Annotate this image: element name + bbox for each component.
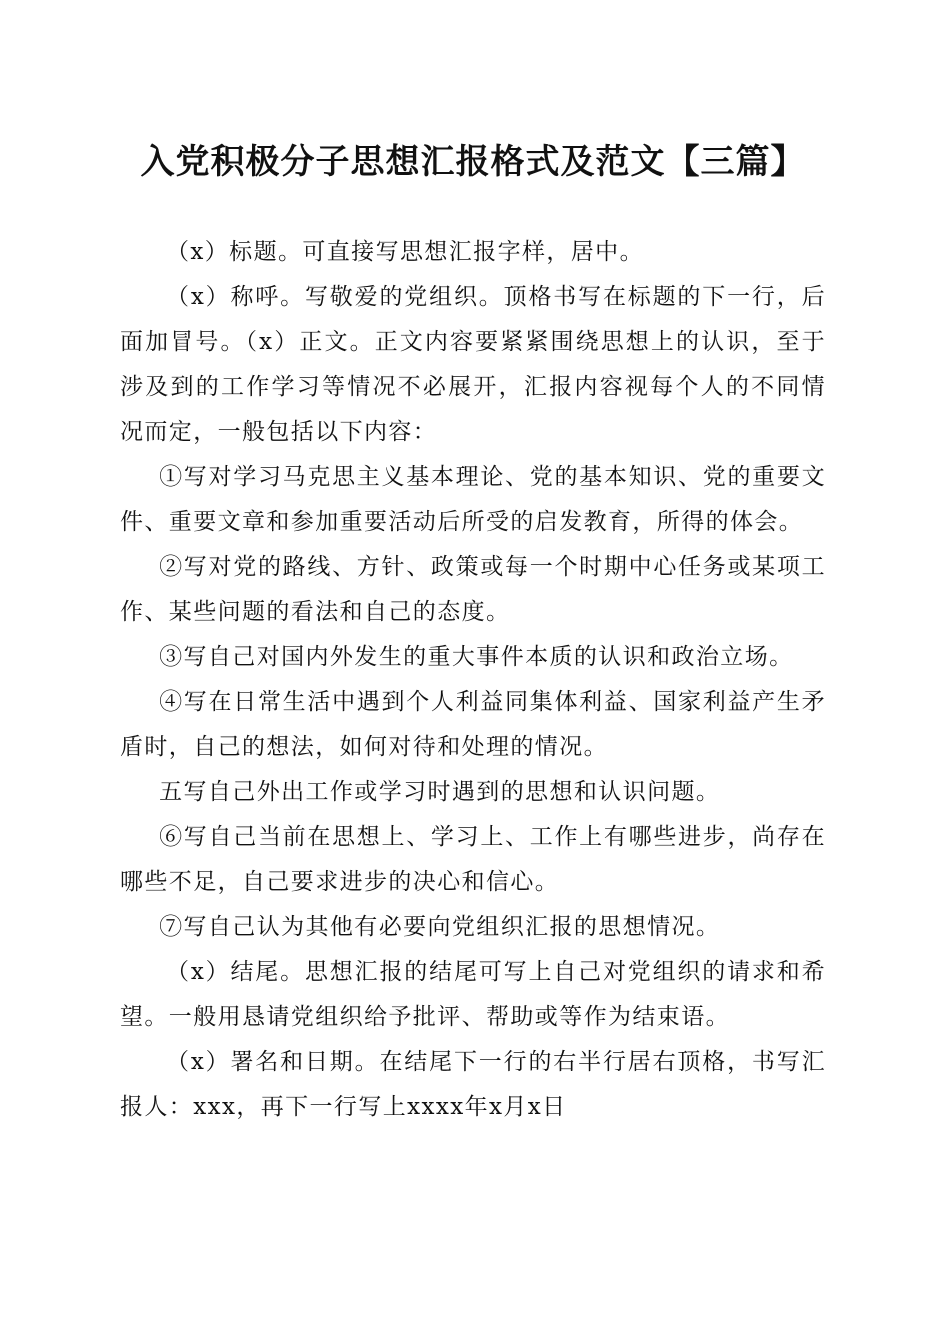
paragraph-item-5: 五写自己外出工作或学习时遇到的思想和认识问题。 [159,779,721,805]
paragraph-ending: （x）结尾。思想汇报的结尾可写上自己对党组织的请求和希望。一般用恳请党组织给予批评、帮助或等作为结束语。 [120,959,826,1030]
paragraph-signature-date: （x）署名和日期。在结尾下一行的右半行居右顶格，书写汇报人：xxx，再下一行写上xxxx年x月x日 [120,1049,826,1120]
paragraph-item-6: ⑥写自己当前在思想上、学习上、工作上有哪些进步，尚存在哪些不足，自己要求进步的决心和信心。 [120,824,826,895]
document-title: 入党积极分子思想汇报格式及范文【三篇】 [140,142,806,182]
document-page [120,0,826,1130]
paragraph-item-1: ①写对学习马克思主义基本理论、党的基本知识、党的重要文件、重要文章和参加重要活动后所受的启发教育，所得的体会。 [120,464,826,535]
paragraph-salutation-body: （x）称呼。写敬爱的党组织。顶格书写在标题的下一行，后面加冒号。（x）正文。正文内容要紧紧围绕思想上的认识，至于涉及到的工作学习等情况不必展开，汇报内容视每个人的不同情况而定，一般包括以下内容： [120,284,826,445]
paragraph-item-2: ②写对党的路线、方针、政策或每一个时期中心任务或某项工作、某些问题的看法和自己的态度。 [120,554,826,625]
document-body [120,230,826,1130]
paragraph-item-4: ④写在日常生活中遇到个人利益同集体利益、国家利益产生矛盾时，自己的想法，如何对待和处理的情况。 [120,689,826,760]
paragraph-title-format: （x）标题。可直接写思想汇报字样，居中。 [166,239,644,265]
paragraph-item-3: ③写自己对国内外发生的重大事件本质的认识和政治立场。 [159,644,794,670]
paragraph-item-7: ⑦写自己认为其他有必要向党组织汇报的思想情况。 [159,914,721,940]
